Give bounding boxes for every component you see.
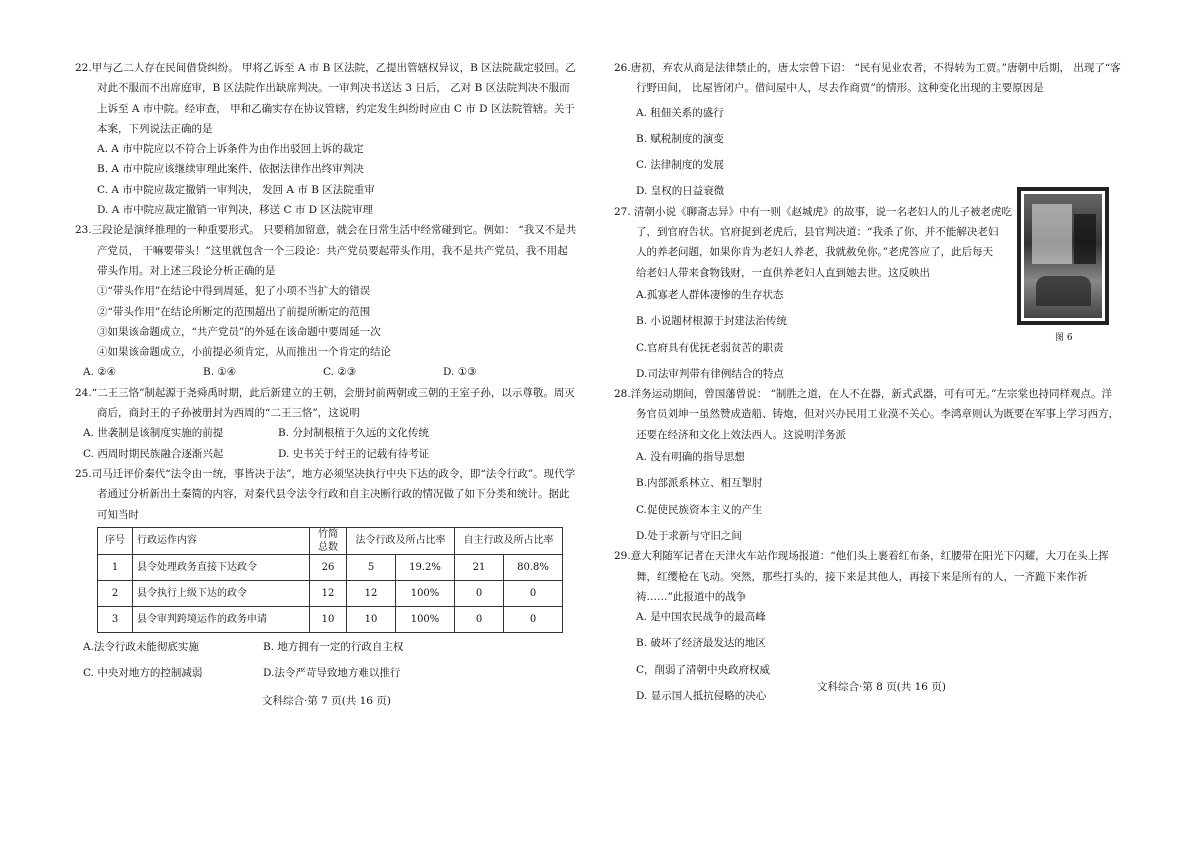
q23-option-b: B. ①④	[203, 366, 237, 379]
q23-line: 带头作用。对上述三段论分析正确的是	[97, 264, 276, 277]
table-cell: 5	[347, 554, 396, 580]
table-cell: 10	[347, 606, 396, 632]
q25-options-row	[75, 663, 585, 683]
q22-line: 本案，下列说法正确的是	[97, 122, 213, 135]
q24-option-b: B. 分封制根植于久远的文化传统	[278, 427, 429, 440]
table-cell: 县令执行上级下达的政令	[133, 580, 310, 606]
q22-option-a: A. A 市中院应以不符合上诉条件为由作出驳回上诉的裁定	[97, 143, 364, 156]
table-cell: 80.8%	[504, 554, 563, 580]
q25-option-a: A.法令行政未能彻底实施	[83, 640, 199, 653]
table-cell: 21	[455, 554, 504, 580]
q29-line: 祷……”此报道中的战争	[636, 590, 747, 603]
q24-option-c: C. 西周时期民族融合逐渐兴起	[83, 447, 224, 460]
q22-line: 上诉至 A 市中院。经审查， 甲和乙确实存在协议管辖，约定发生纠纷时应由 C 市 D 区法院管辖。关于	[97, 102, 575, 115]
q27-option-c: C.官府具有优抚老弱贫苦的职责	[636, 341, 784, 354]
q23-item-4: ④如果该命题成立，小前提必须肯定，从而推出一个肯定的结论	[97, 346, 391, 359]
q22-option-b: B. A 市中院应该继续审理此案件、依据法律作出终审判决	[97, 163, 364, 176]
q29-option-c: C，削弱了清朝中央政府权威	[636, 663, 771, 676]
q23-item-1: ①“带头作用”在结论中得到周延，犯了小项不当扩大的错误	[97, 285, 371, 298]
figure-6-illustration	[1024, 194, 1102, 318]
q28-option-c: C.促使民族资本主义的产生	[636, 503, 763, 516]
q29-option-b: B. 破坏了经济最发达的地区	[636, 637, 766, 650]
q23-option-a: A. ②④	[83, 366, 117, 379]
table-cell: 2	[98, 580, 133, 606]
q25-line: 25.司马迁评价秦代“法令由一统，事皆决于法”，地方必须坚决执行中央下达的政令，即“法令行政”。现代学	[75, 467, 576, 480]
q24-options-row	[75, 423, 585, 443]
question-22	[75, 58, 585, 220]
question-28	[614, 384, 1134, 546]
q23-option-c: C. ②③	[323, 366, 357, 379]
q22-line: 对此不服而不出席庭审，B 区法院作出缺席判决。一审判决书送达 3 日后， 乙对 B 区法院判决不服而	[97, 82, 570, 95]
table-cell: 1	[98, 554, 133, 580]
figure-6-image	[1017, 187, 1109, 325]
table-cell: 0	[455, 580, 504, 606]
table-header-row	[98, 527, 563, 554]
q29-line: 舞，红缨枪在飞动。突然，那些打头的，接下来是其他人，再接下来是所有的人，一齐跪下来作祈	[636, 570, 1088, 583]
q22-line: 22.甲与乙二人存在民间借贷纠纷。 甲将乙诉至 A 市 B 区法院，乙提出管辖权异议，B 区法院裁定驳回。乙	[75, 62, 576, 74]
q23-line: 产党员， 干嘛要带头！”这里就包含一个三段论：共产党员要起带头作用，我不是共产党员，我不用起	[97, 244, 568, 257]
table-header: 自主行政及所占比率	[455, 527, 563, 554]
table-cell: 100%	[396, 606, 455, 632]
q29-option-a: A. 是中国农民战争的最高峰	[636, 611, 766, 624]
q26-line: 26.唐初，弃农从商是法律禁止的，唐太宗曾下诏： “民有见业农者，不得转为工贾。”唐朝中后期， 出现了“客	[614, 62, 1121, 74]
q28-option-a: A. 没有明确的指导思想	[636, 451, 745, 464]
q23-item-3: ③如果该命题成立，“共产党员”的外延在该命题中要周延一次	[97, 325, 381, 338]
table-cell: 26	[310, 554, 347, 580]
question-25	[75, 464, 585, 683]
q25-option-b: B. 地方拥有一定的行政自主权	[263, 640, 404, 653]
page-footer-right: 文科综合·第 8 页(共 16 页)	[817, 681, 946, 693]
q28-option-d: D.处于求新与守旧之间	[636, 529, 742, 542]
table-header: 法令行政及所占比率	[347, 527, 455, 554]
q27-line: 了，到官府告状。官府捉到老虎后，县官判决道：“我杀了你，并不能解决老妇	[636, 226, 999, 239]
q28-option-b: B.内部派系林立、相互掣肘	[636, 477, 763, 490]
table-cell: 县令审判跨境运作的政务申请	[133, 606, 310, 632]
q24-line: 24.“二王三恪”制起源于尧舜禹时期，此后新建立的王朝，会册封前两朝或三朝的王室子孙，以示尊敬。周灭	[75, 386, 575, 399]
table-cell: 0	[455, 606, 504, 632]
q26-line: 行野田间， 比屋皆闭户。借问屋中人，尽去作商贾”的情形。这种变化出现的主要原因是	[636, 82, 1044, 95]
q24-option-d: D. 史书关于纣王的记载有待考证	[278, 447, 430, 460]
q26-option-c: C. 法律制度的发展	[636, 159, 724, 172]
q29-line: 29.意大利随军记者在天津火车站作现场报道：“他们头上裹着红布条，红腰带在阳光下闪耀，大刀在头上挥	[614, 550, 1109, 563]
q27-line: 给老妇人带来食物钱财，一直供养老妇人直到她去世。这反映出	[636, 266, 930, 279]
left-column	[75, 58, 585, 683]
table-row	[98, 554, 563, 580]
q23-options	[75, 362, 585, 382]
q25-line: 可知当时	[97, 508, 139, 521]
question-23	[75, 220, 585, 382]
q27-line: 人的养老问题，如果你肯为老妇人养老，我就赦免你。”老虎答应了，此后每天	[636, 246, 994, 259]
q27-option-a: A.孤寡老人群体凄惨的生存状态	[636, 288, 784, 301]
q24-options-row	[75, 444, 585, 464]
table-cell: 县令处理政务直接下达政令	[133, 554, 310, 580]
q24-line: 商后，商封王的子孙被册封为西周的“二王三恪”，这说明	[97, 407, 360, 420]
table-cell: 10	[310, 606, 347, 632]
table-cell: 100%	[396, 580, 455, 606]
q27-option-d: D.司法审判带有律例结合的特点	[636, 367, 784, 380]
table-header: 行政运作内容	[133, 527, 310, 554]
table-cell: 12	[347, 580, 396, 606]
q29-option-d: D. 显示国人抵抗侵略的决心	[636, 690, 767, 703]
table-cell: 0	[504, 606, 563, 632]
figure-6-caption: 图 6	[1055, 333, 1073, 343]
q26-option-b: B. 赋税制度的演变	[636, 132, 724, 145]
table-header: 序号	[98, 527, 133, 554]
q23-option-d: D. ①③	[443, 366, 477, 379]
right-column	[614, 58, 1134, 706]
q25-line: 者通过分析新出土秦简的内容，对秦代县令法令行政和自主决断行政的情况做了如下分类和统计。据此	[97, 488, 570, 501]
q22-option-c: C. A 市中院应裁定撤销一审判决， 发回 A 市 B 区法院重审	[97, 183, 375, 196]
table-row	[98, 580, 563, 606]
table-header: 竹简总数	[310, 527, 347, 554]
q26-option-d: D. 皇权的日益衰微	[636, 185, 725, 198]
q28-line: 28.洋务运动期间，曾国藩曾说： “制胜之道，在人不在器，新式武器，可有可无。”左宗棠也持同样观点。洋	[614, 388, 1113, 401]
table-cell: 0	[504, 580, 563, 606]
table-cell: 12	[310, 580, 347, 606]
table-cell: 19.2%	[396, 554, 455, 580]
q25-options-row	[75, 637, 585, 657]
page-footer-left: 文科综合·第 7 页(共 16 页)	[262, 695, 391, 707]
q28-line: 还要在经济和文化上效法西人。这说明洋务派	[636, 428, 846, 441]
q26-option-a: A. 租佃关系的盛行	[636, 106, 724, 119]
question-24	[75, 383, 585, 464]
administration-table	[97, 527, 563, 633]
question-26	[614, 58, 1134, 202]
q28-line: 务官员刘坤一虽然赞成造船、铸炮，但对兴办民用工业漠不关心。李鸿章则认为既要在军事上学习西方，	[636, 408, 1119, 421]
q22-option-d: D. A 市中院应裁定撤销一审判决，移送 C 市 D 区法院审理	[97, 204, 373, 217]
q25-option-c: C. 中央对地方的控制减弱	[83, 667, 203, 680]
q23-line: 23.三段论是演绎推理的一种重要形式。 只要稍加留意，就会在日常生活中经常碰到它。例如： “我又不是共	[75, 224, 577, 237]
table-cell: 3	[98, 606, 133, 632]
q27-option-b: B. 小说题材根源于封建法治传统	[636, 315, 787, 328]
q27-line: 27. 清朝小说《聊斋志异》中有一则《赵城虎》的故事，说一名老妇人的儿子被老虎吃	[614, 205, 1013, 218]
q24-option-a: A. 世袭制是该制度实施的前提	[83, 427, 224, 440]
q23-item-2: ②“带头作用”在结论所断定的范围超出了前提所断定的范围	[97, 305, 371, 318]
q25-option-d: D.法令严苛导致地方难以推行	[263, 667, 401, 680]
table-row	[98, 606, 563, 632]
